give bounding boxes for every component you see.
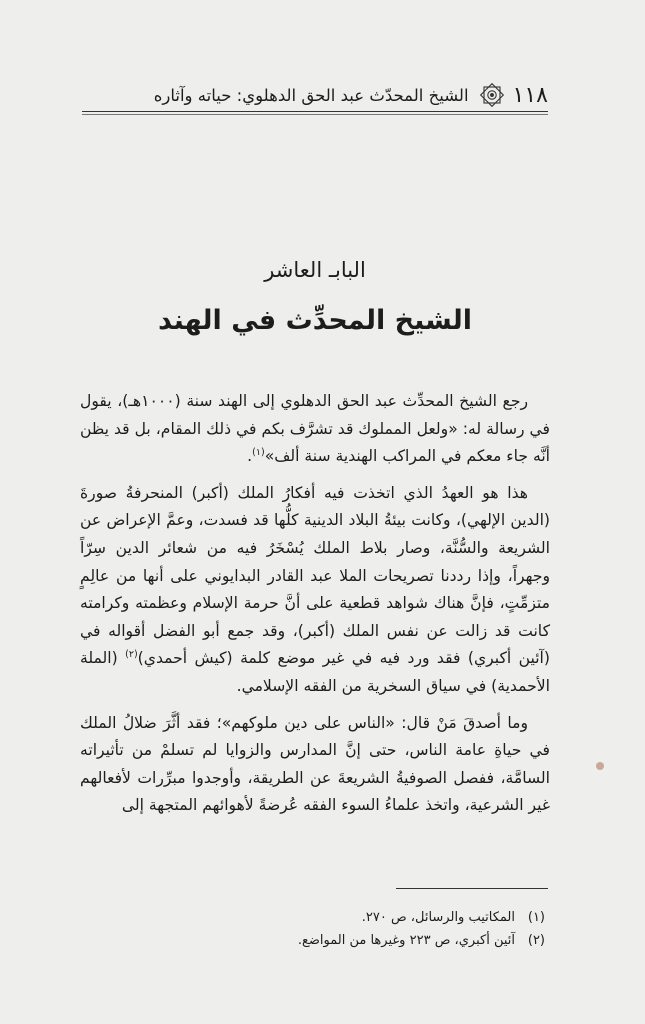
paragraph: رجع الشيخ المحدِّث عبد الحق الدهلوي إلى الهند سنة (١٠٠٠هـ)، يقول في رسالة له: «ولعل المملوك قد تشرَّف بكم في ذلك المقام، بل قد يظن أنَّه جاء معكم في المراكب الهندية سنة ألف»$^{(١)}$. [80, 392, 550, 466]
chapter-label: البابـ العاشر [264, 258, 366, 282]
paragraph: وما أصدقَ مَنْ قال: «الناس على دين ملوكهم»؛ فقد أثَّرَ ضلالُ الملك في حياةِ عامة الناس، حتى إنَّ المدارس والزوايا لم تسلمْ من تأثيراته السامَّة، ففصل الصوفيةُ الشريعةَ عن الطريقة، وأوجدوا مبرِّرات لأفعالهم غير الشرعية، واتخذ علماءُ السوء الفقه عُرضةً لأهوائهم المتجهة إلى [80, 713, 550, 815]
header-rule [82, 111, 548, 112]
footnote-ref: (١) [252, 447, 265, 458]
footnote-rule [396, 888, 548, 889]
footnote [80, 906, 545, 929]
footnote-text: آئين أكبري، ص ٢٢٣ وغيرها من المواضع. [297, 933, 515, 948]
footnote [80, 929, 545, 952]
running-header [82, 78, 548, 112]
ink-mark [596, 762, 604, 770]
footnote-number: (١) [527, 910, 545, 925]
page-number: ١١٨ [512, 82, 548, 108]
footnotes [80, 906, 545, 952]
chapter-title: الشيخ المحدِّث في الهند [157, 305, 473, 336]
paragraph: هذا هو العهدُ الذي اتخذت فيه أفكارُ الملك (أكبر) المنحرفةُ صورةَ (الدين الإلهي)، وكانت بيئةُ البلاد الدينية كلُّها قد فسدت، وعمَّ الإعراض عن الشريعة والسُّنَّة، وصار بلاط الملك يُسْخَرُ فيه من شعائر الدين سِرّاً وجهراً، وإذا رددنا تصريحات الملا عبد القادر البدايوني على أنها من عالِمٍ متزمِّتٍ، فإنَّ هناك شواهد قطعية على أنَّ حرمة الإسلام وعظمته وكرامته كانت قد زالت عن نفس الملك (أكبر)، وقد جمع أبو الفضل أقواله في (آئين أكبري) فقد ورد فيه في غير موضع كلمة (كيش أحمدي)$^{(٢)}$ (الملة الأحمدية) في سياق السخرية من الفقه الإسلامي. [80, 483, 550, 695]
running-title: الشيخ المحدّث عبد الحق الدهلوي: حياته وآثاره [153, 85, 469, 105]
header-rule-thin [82, 114, 548, 115]
body-text [80, 388, 550, 829]
geometric-star-ornament-icon [479, 82, 505, 108]
footnote-ref: (٢) [125, 649, 138, 661]
footnote-text: المكاتيب والرسائل، ص ٢٧٠. [361, 910, 515, 925]
footnote-number: (٢) [527, 933, 545, 948]
